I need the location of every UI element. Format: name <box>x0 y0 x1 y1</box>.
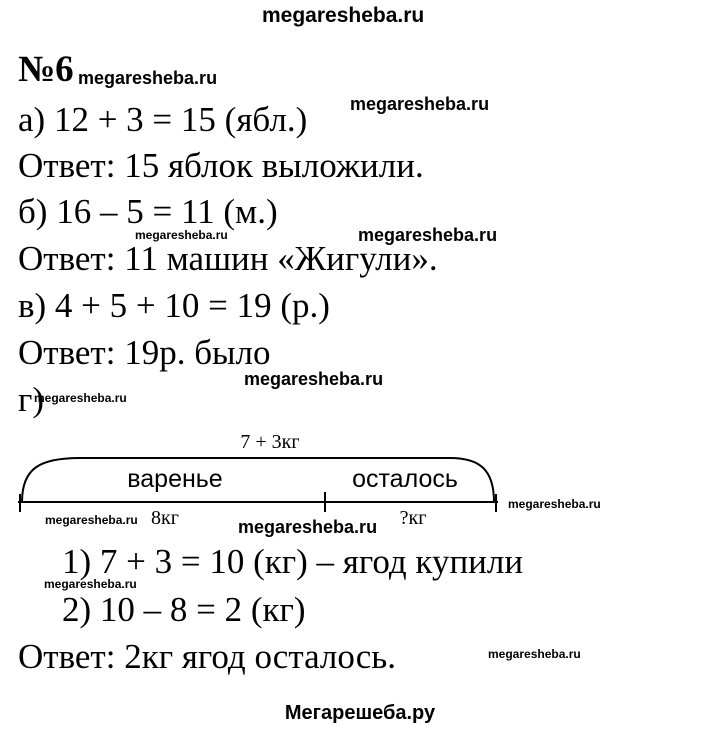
watermark: megaresheba.ru <box>508 497 601 511</box>
watermark: megaresheba.ru <box>488 647 581 661</box>
watermark: megaresheba.ru <box>350 94 490 114</box>
answer-v: Ответ: 19р. было <box>18 333 271 372</box>
watermark: megaresheba.ru <box>238 517 378 537</box>
watermark-top: megaresheba.ru <box>262 4 425 27</box>
equation-a: а) 12 + 3 = 15 (ябл.) <box>18 100 308 139</box>
right-bottom-label: ?кг <box>399 507 427 529</box>
answer-a: Ответ: 15 яблок выложили. <box>18 146 424 185</box>
right-label: осталось <box>352 465 458 493</box>
left-label: варенье <box>127 465 223 493</box>
watermark: megaresheba.ru <box>135 228 228 242</box>
watermark: megaresheba.ru <box>34 391 127 405</box>
watermark: megaresheba.ru <box>45 513 138 527</box>
watermark: megaresheba.ru <box>44 577 137 591</box>
solution-step-2: 2) 10 – 8 = 2 (кг) <box>62 590 306 629</box>
solution-answer: Ответ: 2кг ягод осталось. <box>18 637 396 676</box>
equation-b: б) 16 – 5 = 11 (м.) <box>18 192 278 231</box>
segment-diagram <box>0 420 720 530</box>
total-label: 7 + 3кг <box>240 431 300 453</box>
task-number: №6 <box>18 49 74 90</box>
answer-b: Ответ: 11 машин «Жигули». <box>18 239 438 278</box>
solution-step-1: 1) 7 + 3 = 10 (кг) – ягод купили <box>62 542 524 581</box>
left-bottom-label: 8кг <box>151 507 179 529</box>
watermark: megaresheba.ru <box>244 369 384 389</box>
footer-site-name: Мегарешеба.ру <box>284 702 436 724</box>
watermark: megaresheba.ru <box>78 68 218 88</box>
watermark: megaresheba.ru <box>358 225 498 245</box>
label-g: г) <box>18 380 45 419</box>
equation-v: в) 4 + 5 + 10 = 19 (р.) <box>18 286 330 325</box>
